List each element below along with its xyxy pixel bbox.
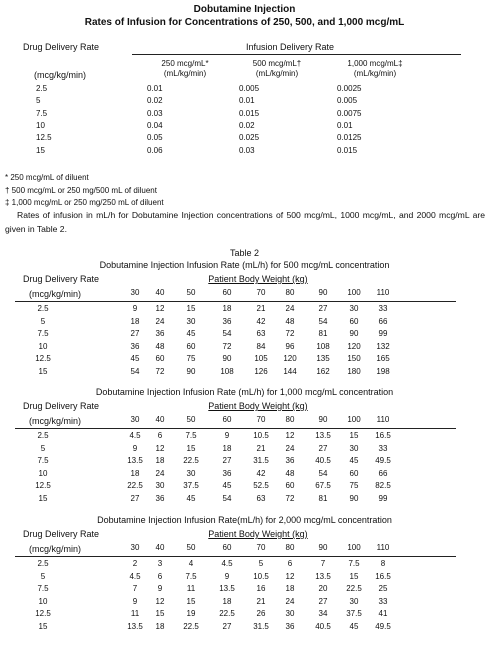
table-cell: 63 [256,493,266,503]
table-cell: 72 [285,329,295,338]
rate-cell: 12.5 [35,481,51,490]
weight-col-header: 60 [222,288,232,297]
weight-col-header: 40 [155,543,165,552]
table-cell: 48 [285,468,295,478]
rate-cell: 2.5 [37,559,49,568]
intro-paragraph: Rates of infusion in mL/h for Dobutamine Injection concentrations of 500 mcg/mL, 1000 mcg/mL, and 2000 mcg/mL are given in Table 2. [5,210,485,234]
table-cell: 82.5 [375,481,391,490]
table1-cell: 0.06 [147,145,163,155]
footnote: † 500 mcg/mL or 250 mg/500 mL of diluent [5,186,157,195]
table-cell: 75 [186,354,196,363]
rate-cell: 15 [38,621,48,631]
table1-cell: 0.0025 [337,84,362,93]
table-cell: 20 [318,584,328,593]
table-cell: 24 [285,596,295,606]
table-cell: 120 [347,341,361,351]
rate-cell: 7.5 [37,456,49,465]
weight-col-header: 30 [130,415,140,424]
table-cell: 30 [186,468,196,478]
table1-cell: 0.005 [337,96,358,106]
table-cell: 84 [256,341,266,351]
table-cell: 45 [130,354,140,363]
table-cell: 33 [378,443,388,453]
weight-col-header: 30 [130,543,140,552]
table-cell: 90 [222,354,232,363]
table-cell: 30 [186,316,196,326]
table1-group-header: Infusion Delivery Rate [245,42,335,52]
rate-header-units: (mcg/kg/min) [29,544,82,554]
weight-col-header: 110 [376,543,390,552]
table-cell: 132 [376,341,390,351]
table-cell: 48 [155,341,165,351]
table-cell: 10.5 [253,571,269,581]
table-cell: 60 [285,481,295,490]
table-cell: 18 [222,304,232,313]
table-cell: 15 [186,443,196,453]
table-cell: 15 [349,431,359,440]
table-cell: 36 [155,493,165,503]
weight-col-header: 90 [318,543,328,552]
table1-cell: 0.01 [337,120,353,130]
table-cell: 49.5 [375,621,391,631]
table1-col-units: (mL/kg/min) [163,69,207,78]
table-cell: 30 [349,596,359,606]
table-cell: 15 [186,304,196,313]
table-cell: 27 [318,304,328,313]
table-title: Dobutamine Injection Infusion Rate (mL/h) for 500 mcg/mL concentration [99,260,390,270]
table-cell: 36 [222,468,232,478]
rate-header: Drug Delivery Rate [23,401,100,411]
rate-cell: 15 [38,366,48,376]
table-cell: 11 [186,584,196,593]
table-cell: 52.5 [253,481,269,490]
table1-cell: 0.015 [239,108,260,118]
weight-col-header: 110 [376,415,390,424]
table-cell: 6 [157,431,163,440]
page-title: Dobutamine Injection [193,4,296,15]
table-cell: 63 [256,329,266,338]
table1-cell: 0.005 [239,84,260,93]
weight-col-header: 80 [285,288,295,297]
weight-col-header: 50 [186,415,196,424]
rate-header-units: (mcg/kg/min) [29,416,82,426]
weight-col-header: 80 [285,543,295,552]
table1-row-header: Drug Delivery Rate [23,42,100,52]
table-cell: 96 [285,341,295,351]
rate-cell: 5 [40,571,46,581]
table-cell: 180 [347,366,361,376]
weight-col-header: 100 [347,415,361,424]
table-rule [15,428,456,429]
table-cell: 37.5 [183,481,199,490]
rate-cell: 12.5 [35,609,51,618]
table-cell: 16.5 [375,571,391,581]
table-cell: 41 [378,609,388,618]
table-cell: 9 [132,596,138,606]
table-cell: 45 [349,621,359,631]
table-cell: 66 [378,468,388,478]
table-cell: 54 [318,316,328,326]
table-cell: 13.5 [219,584,235,593]
table-cell: 165 [376,354,390,363]
table1-rate-cell: 10 [36,120,45,130]
table-cell: 4.5 [129,571,141,581]
table-cell: 72 [222,341,232,351]
weight-col-header: 100 [347,543,361,552]
table1-cell: 0.02 [239,120,255,130]
table-cell: 99 [378,493,388,503]
table-rule [15,556,456,557]
table-cell: 13.5 [315,431,331,440]
table-cell: 7.5 [185,431,197,440]
table-cell: 126 [254,366,268,376]
table-cell: 18 [222,443,232,453]
table-cell: 9 [224,431,230,440]
table1-rate-cell: 2.5 [36,84,48,93]
table-cell: 10.5 [253,431,269,440]
table-cell: 162 [316,366,330,376]
table-cell: 99 [378,329,388,338]
table-cell: 22.5 [183,456,199,465]
table-cell: 36 [285,456,295,465]
table-cell: 27 [130,493,140,503]
page-subtitle: Rates of Infusion for Concentrations of 250, 500, and 1,000 mcg/mL [84,17,405,28]
table-cell: 30 [349,443,359,453]
weight-col-header: 70 [256,415,266,424]
rate-cell: 5 [40,316,46,326]
rate-cell: 12.5 [35,354,51,363]
table-cell: 9 [224,571,230,581]
rate-cell: 5 [40,443,46,453]
table-cell: 60 [349,468,359,478]
table1-rate-cell: 15 [36,145,45,155]
table1-cell: 0.02 [147,96,163,106]
table-cell: 54 [222,329,232,338]
table-cell: 5 [258,559,264,568]
table-cell: 36 [155,329,165,338]
table1-cell: 0.0125 [337,133,362,143]
table-cell: 135 [316,354,330,363]
table-cell: 12 [155,443,165,453]
table-cell: 54 [130,366,140,376]
table-cell: 36 [285,621,295,631]
table-cell: 45 [222,481,232,490]
weight-col-header: 90 [318,288,328,297]
table-cell: 22.5 [183,621,199,631]
table-cell: 150 [347,354,361,363]
table-cell: 9 [132,304,138,313]
table-cell: 6 [287,559,293,568]
table-cell: 9 [157,584,163,593]
rate-cell: 10 [38,468,48,478]
table-cell: 66 [378,316,388,326]
table-cell: 25 [378,584,388,593]
weight-col-header: 50 [186,543,196,552]
table1-cell: 0.0075 [337,108,362,118]
table-cell: 26 [256,609,266,618]
table-cell: 18 [155,456,165,465]
weight-col-header: 70 [256,288,266,297]
footnote: * 250 mcg/mL of diluent [5,173,89,182]
weight-col-header: 60 [222,543,232,552]
weight-col-header: 100 [347,288,361,297]
table-cell: 34 [318,609,328,618]
table1-cell: 0.01 [147,84,163,93]
table1-rate-cell: 12.5 [36,133,52,143]
table-cell: 11 [130,609,140,618]
table-cell: 2 [132,559,138,568]
table-cell: 72 [155,366,165,376]
table-cell: 21 [256,443,266,453]
rate-cell: 15 [38,493,48,503]
table1-rate-cell: 7.5 [36,108,48,118]
table-cell: 22.5 [219,609,235,618]
table-cell: 27 [222,456,232,465]
weight-col-header: 30 [130,288,140,297]
table-cell: 24 [155,468,165,478]
table-cell: 75 [349,481,359,490]
table-cell: 16.5 [375,431,391,440]
table-cell: 9 [132,443,138,453]
table-cell: 13.5 [315,571,331,581]
table1-cell: 0.05 [147,133,163,143]
table-cell: 15 [155,609,165,618]
table1-cell: 0.04 [147,120,163,130]
table-cell: 7 [132,584,138,593]
table-cell: 12 [155,596,165,606]
rate-header: Drug Delivery Rate [23,529,100,539]
table-cell: 108 [220,366,234,376]
table-cell: 19 [186,609,196,618]
table-cell: 24 [155,316,165,326]
rate-cell: 10 [38,341,48,351]
weight-header: Patient Body Weight (kg) [208,529,308,539]
table-cell: 18 [130,316,140,326]
table-cell: 90 [186,366,196,376]
table-title: Dobutamine Injection Infusion Rate (mL/h) for 1,000 mcg/mL concentration [95,387,394,397]
table-cell: 12 [285,571,295,581]
table-cell: 7.5 [185,571,197,581]
table-cell: 22.5 [127,481,143,490]
table-cell: 60 [349,316,359,326]
table-cell: 45 [186,329,196,338]
table1-rate-cell: 5 [36,96,41,106]
table1-col-units: (mL/kg/min) [255,69,299,78]
weight-col-header: 70 [256,543,266,552]
weight-col-header: 80 [285,415,295,424]
table-cell: 3 [157,559,163,568]
table-cell: 27 [130,329,140,338]
table1-col-units: (mL/kg/min) [353,69,397,78]
table-cell: 198 [376,366,390,376]
table1-row-header-units: (mcg/kg/min) [34,70,87,80]
table-cell: 27 [318,596,328,606]
table-cell: 7 [320,559,326,568]
table-cell: 90 [349,329,359,338]
weight-col-header: 40 [155,288,165,297]
table-cell: 37.5 [346,609,362,618]
rate-cell: 7.5 [37,584,49,593]
table-cell: 4.5 [129,431,141,440]
table1-cell: 0.025 [239,133,260,143]
table-title: Dobutamine Injection Infusion Rate(mL/h) for 2,000 mcg/mL concentration [97,515,392,525]
table-cell: 42 [256,468,266,478]
table-cell: 18 [285,584,295,593]
table-cell: 7.5 [348,559,360,568]
weight-header: Patient Body Weight (kg) [208,401,308,411]
table-cell: 22.5 [346,584,362,593]
rate-header-units: (mcg/kg/min) [29,289,82,299]
weight-col-header: 50 [186,288,196,297]
table-cell: 8 [380,559,386,568]
table-cell: 18 [130,468,140,478]
table-cell: 33 [378,304,388,313]
table-cell: 4 [188,559,194,568]
table-cell: 21 [256,304,266,313]
table-cell: 105 [254,354,268,363]
table-cell: 108 [316,341,330,351]
table-cell: 144 [283,366,297,376]
rate-header: Drug Delivery Rate [23,274,100,284]
table1-col-header: 1,000 mcg/mL‡ [347,59,403,68]
table-cell: 13.5 [127,456,143,465]
table1-col-header: 250 mcg/mL* [161,59,209,68]
table-cell: 27 [222,621,232,631]
table-cell: 60 [155,354,165,363]
table-cell: 54 [318,468,328,478]
table-cell: 30 [155,481,165,490]
table-cell: 30 [285,609,295,618]
table-cell: 30 [349,304,359,313]
weight-col-header: 110 [376,288,390,297]
table-cell: 90 [349,493,359,503]
table-cell: 72 [285,493,295,503]
table-cell: 36 [130,341,140,351]
table-cell: 15 [186,596,196,606]
table-cell: 31.5 [253,621,269,631]
weight-col-header: 60 [222,415,232,424]
table-cell: 81 [318,329,328,338]
table-cell: 16 [256,584,266,593]
table-cell: 40.5 [315,456,331,465]
table-cell: 45 [186,493,196,503]
rate-cell: 10 [38,596,48,606]
table-cell: 6 [157,571,163,581]
table-cell: 40.5 [315,621,331,631]
table2-label: Table 2 [229,248,260,258]
table1-rule [132,54,461,55]
table1-cell: 0.015 [337,145,358,155]
table-cell: 24 [285,304,295,313]
table-cell: 48 [285,316,295,326]
table-cell: 60 [186,341,196,351]
table-cell: 24 [285,443,295,453]
table-cell: 12 [155,304,165,313]
table-cell: 27 [318,443,328,453]
weight-col-header: 90 [318,415,328,424]
table-cell: 67.5 [315,481,331,490]
table1-col-header: 500 mcg/mL† [252,59,302,68]
table-cell: 33 [378,596,388,606]
rate-cell: 7.5 [37,329,49,338]
table-cell: 81 [318,493,328,503]
table1-cell: 0.01 [239,96,255,106]
table1-cell: 0.03 [147,108,163,118]
rate-cell: 2.5 [37,304,49,313]
weight-header: Patient Body Weight (kg) [208,274,308,284]
table-cell: 49.5 [375,456,391,465]
weight-col-header: 40 [155,415,165,424]
table-cell: 18 [222,596,232,606]
table1-cell: 0.03 [239,145,255,155]
table-rule [15,301,456,302]
table-cell: 45 [349,456,359,465]
table-cell: 36 [222,316,232,326]
table-cell: 42 [256,316,266,326]
table-cell: 120 [283,354,297,363]
table-cell: 12 [285,431,295,440]
table-cell: 13.5 [127,621,143,631]
rate-cell: 2.5 [37,431,49,440]
table-cell: 4.5 [221,559,233,568]
table-cell: 54 [222,493,232,503]
footnote: ‡ 1,000 mcg/mL or 250 mg/250 mL of diluent [5,198,164,207]
table-cell: 21 [256,596,266,606]
table-cell: 15 [349,571,359,581]
table-cell: 18 [155,621,165,631]
table-cell: 31.5 [253,456,269,465]
